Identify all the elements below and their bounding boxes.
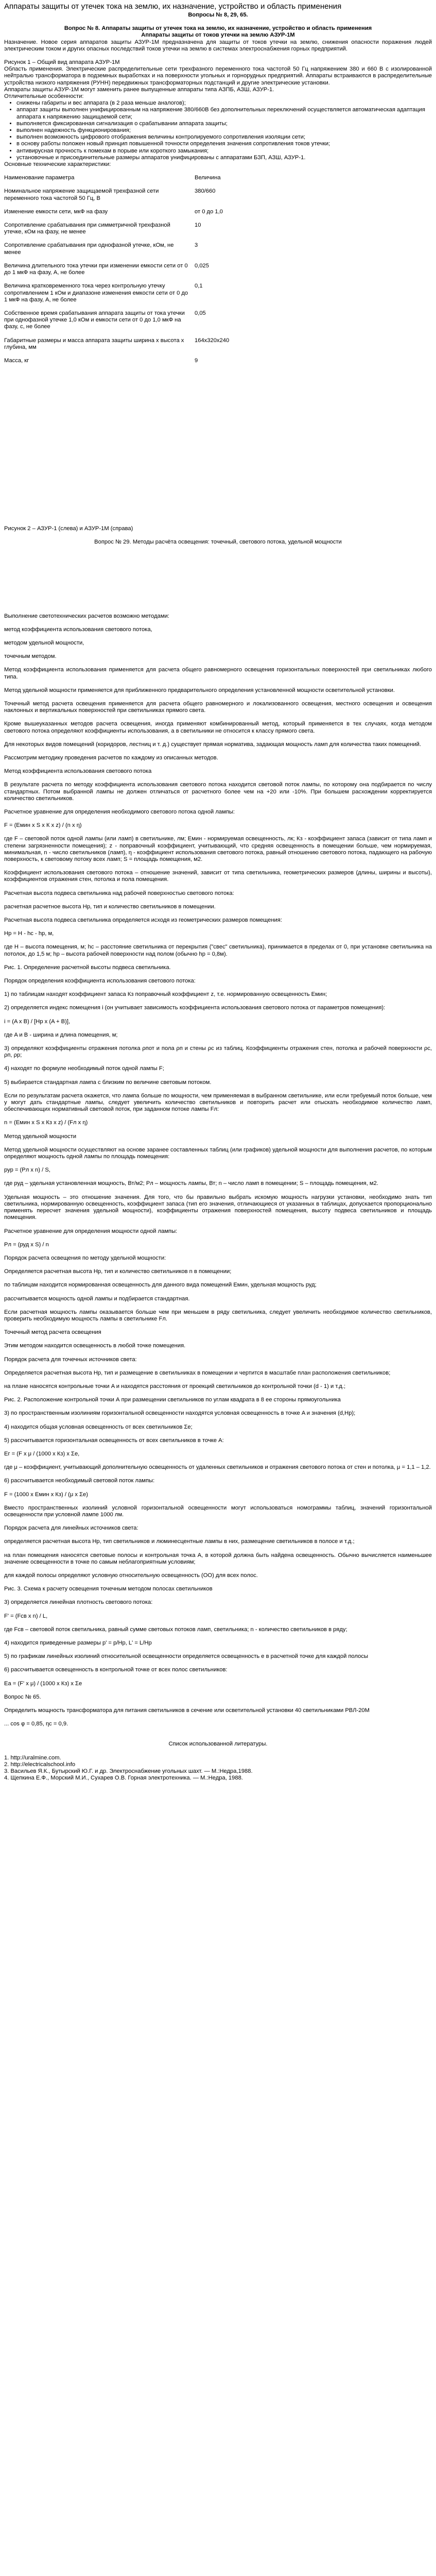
feature-item: • аппарат защиты выполнен унифицированным на напряжение 380/660В без дополнительных переключений осуществляется автоматическая адаптация аппарата к напряжению защищаемой сети; [16,107,432,120]
q29-paragraph: Определяется расчетная высота Hр, тип и количество светильников n в помещении; [4,1268,232,1275]
q29-paragraph: Eа = (F' х μ) / (1000 х Кз) х Σe [4,1680,82,1687]
q29-paragraph: Кроме вышеуказанных методов расчета освещения, иногда применяют комбинированный метод, который применяется в тех случаях, когда методом светового потока определяют коэффициенты использования, а в светильники не относится к классу прямого света. [4,721,432,734]
features-list [4,100,432,161]
q29-paragraph: Метод коэффициента использования применяется для расчета общего равномерного освещения горизонтальных поверхностей при светильниках любого типа. [4,667,432,680]
q29-paragraph: где руд – удельная установленная мощность, Вт/м2; Рл – мощность лампы, Вт; n – число ламп в помещении; S – площадь помещения, м2. [4,1180,378,1187]
table-row [4,337,272,358]
q29-paragraph: 2) определяется индекс помещения i (он учитывает зависимость коэффициента использования светового потока от параметров помещения): [4,1005,386,1011]
q29-paragraph: Точечный метод расчета освещения применяется для расчета общего равномерного и локализованного освещения, местного освещения и освещения наклонных и вертикальных поверхностей при светильниках прямого света. [4,700,432,714]
q29-paragraph: 6) рассчитывается освещенность в контрольной точке от всех полос светильников: [4,1667,228,1673]
spec-label: Сопротивление срабатывания при однофазной утечке, кОм, не менее [4,242,174,256]
reference-item: 3. Васильев Я.К., Бутырский Ю.Г. и др. Электроснабжение угольных шахт. — М.:Недра,1988. [4,1768,253,1775]
q29-paragraph: F = (1000 х Емин х Кз) / (μ х Σe) [4,1491,88,1498]
q29-paragraph: Метод удельной мощности [4,1133,77,1140]
q29-paragraph: где μ – коэффициент, учитывающий дополнительную освещенность от удаленных светильников и отражения светового потока от стен и потолка, μ = 1,1 – 1,2. [4,1464,431,1471]
q29-paragraph: Если расчетная мощность лампы оказывается больше чем при меньшем в ряду светильника, следует увеличить необходимое количество светильников, проверить необходимую мощность лампы в светильнике Fл. [4,1309,432,1322]
features-title: Отличительные особенности: [4,93,84,100]
q29-paragraph: Pл = (руд х S) / n [4,1241,49,1248]
q29-paragraph: 1) по таблицам находят коэффициент запаса Кз поправочный коэффициент z, т.е. нормированную освещенность Емин; [4,991,327,998]
q29-paragraph: n = (Емин х S х Кз х z) / (Fл х η) [4,1120,88,1126]
specs-table [4,175,272,371]
q29-paragraph: 4) находят по формуле необходимый поток одной лампы F; [4,1065,164,1072]
q29-paragraph: 5) рассчитывается горизонтальная освещенность от всех светильников в точке A: [4,1437,224,1444]
q29-paragraph: для каждой полосы определяют условную относительную освещенность (ОО) для всех полос. [4,1572,258,1579]
q29-paragraph: F = (Емин х S х К х z) / (n х η) [4,822,82,829]
spec-value: 164х320х240 [195,337,230,344]
q29-paragraph: F' = (Fсв х n) / L, [4,1613,48,1619]
figure-2-caption: Рисунок 2 – АЗУР-1 (слева) и АЗУР-1М (справа) [4,526,133,532]
q29-paragraph: 4) находится общая условная освещенность от всех светильников Σe; [4,1423,193,1430]
spec-label: Наименование параметра [4,175,75,181]
feature-item: • установочные и присоединительные размеры аппаратов унифицированы с аппаратами БЗП, АЗШ, АЗУР-1. [16,155,432,161]
spec-label: Изменение емкости сети, мкФ на фазу [4,208,108,215]
q29-paragraph: 3) по пространственным изолиниям горизонтальной освещенности находятся условная освещенность в точке A и значения (d,Hр); [4,1410,356,1417]
q29-paragraph: Вместо пространственных изолиний условной горизонтальной освещенности могут использоваться номограммы таблиц, значений горизонтальной освещенности при условной лампе 1000 лм. [4,1504,432,1518]
q29-paragraph: Точечный метод расчета освещения [4,1329,101,1336]
spec-label: Сопротивление срабатывания при симметричной трехфазной утечке, кОм на фазу, не менее [4,222,170,235]
spec-label: Масса, кг [4,357,29,364]
feature-item: • выполнен надежность функционирования; [16,127,432,134]
q29-paragraph: на плане наносятся контрольные точки A и находятся расстояния от проекций светильников до контрольной точки (d - 1) и т.д.; [4,1383,346,1389]
q29-paragraph: методом удельной мощности, [4,639,84,646]
q29-paragraph: Определить мощность трансформатора для питания светильников в сечение или осветительной установки 40 светильниками РВЛ-20М [4,1707,370,1714]
q8-intro: Назначение. Новое серия аппаратов защиты АЗУР-1М предназначена для защиты от токов утечки на землю, снижения опасности поражения людей электрическим током и других опасных последствий токов утечки на землю в системах электроснабжения горных предприятий. [4,39,432,52]
reference-item: 4. Щепкина Е.Ф., Морский М.И., Сухарев О.В. Горная электротехника. — М.:Недра, 1988. [4,1775,243,1782]
q29-paragraph: Метод удельной мощности применяется для приближенного предварительного определения установленной мощности осветительной установки. [4,687,395,693]
q29-paragraph: Этим методом находится освещенность в любой точке помещения. [4,1343,186,1349]
feature-item: • выполняется фиксированная сигнализация о срабатывании аппарата защиты; [16,121,432,127]
q29-paragraph: Порядок расчета освещения по методу удельной мощности: [4,1255,166,1261]
spec-value: от 0 до 1,0 [195,208,223,215]
q29-paragraph: метод коэффициента использования светового потока, [4,626,152,633]
q29-paragraph: где A и B - ширина и длина помещения, м; [4,1031,118,1038]
q29-paragraph: Вопрос № 65. [4,1693,41,1700]
q8-replace: Аппараты защиты АЗУР-1М могут заменить ранее выпущенные аппараты типа АЗПБ, АЗШ, АЗУР-1. [4,86,274,93]
q29-paragraph: Метод коэффициента использования светового потока [4,768,152,775]
questions-heading: Вопросы № 8, 29, 65. [188,12,248,18]
q29-paragraph: Удельная мощность – это отношение значения. Для того, что бы правильно выбрать искомую мощность нагрузки установки, необходимо знать тип светильника, нормированную освещенность, коэффициент запаса (тип его значения, отличающиеся от указанных в таблицах, допускается пропорционально применять пересчет значения удельной мощности), коэффициенты отражения поверхностей помещения, высоту подвеса светильников и площадь помещения. [4,1194,432,1221]
q29-paragraph: ... сos φ = 0,85, ηc = 0,9. [4,1721,68,1727]
feature-item: • антивирусная прочность к помехам в порыве или короткого замыкания; [16,148,432,155]
q29-paragraph: Для некоторых видов помещений (коридоров, лестниц и т. д.) существует прямая норматива, задающая мощность ламп для количества таких помещений. [4,741,422,748]
spacer [4,546,432,613]
q29-paragraph: Определяется расчетная высота Hр, тип и размещение в светильниках в помещении и чертится в масштабе план расположения светильников; [4,1369,391,1376]
spec-label: Величина кратковременного тока через контрольную утечку сопротивлением 1 кОм и диапазоне изменения емкости сети от 0 до 1 мкФ на фазу, А, не более [4,283,188,303]
q29-paragraph: Расчетная высота подвеса светильника определяется исходя из геометрических размеров помещения: [4,917,282,924]
q29-paragraph: Выполнение светотехнических расчетов возможно методами: [4,613,169,619]
q8-heading: Вопрос № 8. Аппараты защиты от утечек тока на землю, их назначение, устройство и область применения [64,25,372,32]
table-row [4,310,272,337]
q29-paragraph: где H – высота помещения, м; hc – расстояние светильника от перекрытия ("свес" светильника), принимается в пределах от 0, при установке светильника на потолок, до 1,5 м; hр – высота рабочей поверхности над полом (обычно hр = 0,8м). [4,944,432,957]
table-row [4,188,272,208]
q29-paragraph: Расчетная высота подвеса светильника над рабочей поверхностью светового потока: [4,890,234,896]
q29-paragraph: на план помещения наносятся световые полосы и контрольная точка A, в которой должна быть найдена освещенность. Обычно вычисляется наименьшее значение освещенности в точке по самым неблагоприятным условиям; [4,1552,432,1565]
q29-paragraph: расчетная расчетное высота Hр, тип и количество светильников в помещении. [4,903,216,910]
spec-label: Величина длительного тока утечки при изменении емкости сети от 0 до 1 мкФ на фазу, А, не более [4,262,188,276]
feature-item: • в основу работы положен новый принцип повышенной точности определения значения сопротивления токов утечки; [16,141,432,147]
q29-paragraph: Рис. 2. Расположение контрольной точки А при размещении светильников по углам квадрата в 8 ее стороны прямоугольника [4,1397,341,1403]
spec-value: Величина [195,175,221,181]
q29-paragraph: определяется расчетная высота Hр, тип светильников и люминесцентные лампы в них, размещение светильников в полосе и т.д.; [4,1538,355,1545]
q29-paragraph: i = (A х B) / [Hр х (A + B)], [4,1018,71,1025]
spec-value: 0,1 [195,283,203,290]
references-title: Список использованной литературы. [168,1741,268,1748]
q29-paragraph: 5) по графикам линейных изолиний относительной освещенности определяется освещенность е в расчетной точке для каждой полосы [4,1653,369,1660]
spec-value: 0,05 [195,310,206,316]
table-row [4,358,272,371]
q29-paragraph: Метод удельной мощности осуществляют на основе заранее составленных таблиц (или графиков) удельной мощности для выполнения расчетов, по которым определяют мощность одной лампы по площадь помещения: [4,1146,432,1160]
q29-paragraph: Порядок расчета для линейных источников света: [4,1525,138,1532]
q29-paragraph: Расчетное уравнение для определения необходимого светового потока одной лампы: [4,808,235,815]
q29-paragraph: 3) определяют коэффициенты отражения потолка ρпот и пола ρп и стены ρс из таблиц. Коэффициенты отражения стен, потолка и рабочей поверхности ρс, ρп, ρр; [4,1045,432,1059]
q29-paragraph: 4) находится приведенные размеры р' = р/Нр, L' = L/Нр [4,1640,152,1646]
q29-paragraph: Hр = H - hc - hр, м, [4,930,54,937]
spec-value: 380/660 [195,188,216,195]
feature-item: • снижены габариты и вес аппарата (в 2 раза меньше аналогов); [16,100,432,107]
q29-paragraph: по таблицам находится нормированная освещенность для данного вида помещений Емин, удельная мощность руд; [4,1282,317,1289]
spec-value: 9 [195,357,198,364]
q29-paragraph: точечным методом. [4,653,57,660]
q29-paragraph: 3) определяется линейная плотность светового потока: [4,1599,153,1606]
table-row [4,242,272,262]
feature-item: • выполнен возможность цифрового отображения величины контролируемого сопротивления изоляции сети; [16,134,432,141]
q29-paragraph: Если по результатам расчета окажется, что лампа больше по мощности, чем применяемая в выбранном светильнике, или если требуемый поток больше, чем у могут дать стандартные лампы, следует увеличить количество светильников и повторить расчет или отыскать необходимое количество ламп, обеспечивающих нормативный световой поток, при заданном потоке лампы Fл: [4,1092,432,1113]
q29-paragraph: 6) рассчитывается необходимый световой поток лампы: [4,1478,155,1484]
q29-paragraph: рур = (Pл х n) / S, [4,1167,50,1174]
q29-paragraph: Рис. 1. Определение расчетной высоты подвеса светильника. [4,964,171,971]
table-row [4,263,272,283]
q29-paragraph: Eг = (F х μ / (1000 х Кз) х Σe, [4,1450,80,1457]
spec-value: 0,025 [195,262,209,269]
q29-paragraph: Рассмотрим методику проведения расчетов по каждому из описанных методов. [4,754,218,761]
q29-paragraph: Коэффициент использования светового потока – отношение значений, зависит от типа светильника, геометрических размеров (длины, ширины и высоты), коэффициентов отражения стен, потолка и пола помещения. [4,870,432,883]
figure-1-caption: Рисунок 1 – Общий вид аппарата АЗУР-1М [4,59,120,66]
q29-paragraph: В результате расчета по методу коэффициента использования светового потока находится световой поток лампы, по которому она подбирается по числу стандартных. Потом выбранной лампы не должен отличаться от расчетного более чем на +20 или -10%. При большем расхождении корректируется количество светильников. [4,782,432,802]
q29-paragraph: 5) выбирается стандартная лампа с близким по величине световым потоком. [4,1079,212,1086]
specs-title: Основные технические характеристики: [4,161,111,168]
q29-paragraph: Рис. 3. Схема к расчету освещения точечным методом полосах светильников [4,1586,213,1592]
figure-2-area [4,371,432,526]
q29-heading: Вопрос № 29. Методы расчёта освещения: точечный, светового потока, удельной мощности [94,539,342,546]
spec-value: 10 [195,222,201,229]
spec-value: 3 [195,242,198,249]
q8-scope: Область применения. Электрические распределительные сети трехфазного переменного тока частотой 50 Гц напряжением 380 и 660 В с изолированной нейтралью трансформатора в подземных выработках и на поверхности угольных и горнорудных предприятий. Аппараты встраиваются в распределительные устройства низкого напряжения (РУНН) передвижных трансформаторных подстанций и другие электрические установки. [4,66,432,86]
spec-label: Габаритные размеры и масса аппарата защиты ширина х высота х глубина, мм [4,337,184,350]
table-row [4,222,272,242]
document-title: Аппараты защиты от утечек тока на землю, их назначение, устройство и область применения [4,2,342,11]
q29-paragraph: где Fсв – световой поток светильника, равный сумме световых потоков ламп, светильника; n - количество светильников в ряду; [4,1626,347,1633]
table-row [4,283,272,310]
q29-body [4,613,432,1728]
spec-label: Номинальное напряжение защищаемой трехфазной сети переменного тока частотой 50 Гц, В [4,188,159,201]
reference-item[interactable]: 2. http://electricalschool.info [4,1761,76,1768]
q29-paragraph: Расчетное уравнение для определения мощности одной лампы: [4,1228,178,1234]
table-row [4,209,272,222]
reference-item[interactable]: 1. http://uralmine.com. [4,1754,61,1761]
q29-paragraph: рассчитывается мощность одной лампы и подбирается стандартная. [4,1295,190,1302]
table-row [4,175,272,188]
spec-label: Собственное время срабатывания аппарата защиты от тока утечки при однофазной утечке 1,0 кОм и емкости сети от 0 до 1,0 мкФ на фазу, с, не более [4,310,185,330]
q29-paragraph: Порядок расчета для точечных источников света: [4,1356,137,1363]
q29-paragraph: где F – световой поток одной лампы (или ламп) в светильнике, лм; Емин - нормируемая освещенность, лк; Кз - коэффициент запаса (зависит от типа ламп и степени загрязненности помещения); z - поправочный коэффициент, учитывающий, что средняя освещенность в помещении больше, чем нормируемая, минимальная, n - число светильников (ламп), η - коэффициент использования светового потока, равный отношению светового потока, падающего на рабочую поверхность, к световому потоку всех ламп; S = площадь помещения, м2. [4,836,432,862]
q29-paragraph: Порядок определения коэффициента использования светового потока: [4,978,196,985]
q8-subheading: Аппараты защиты от токов утечки на землю АЗУР-1М [141,32,295,39]
